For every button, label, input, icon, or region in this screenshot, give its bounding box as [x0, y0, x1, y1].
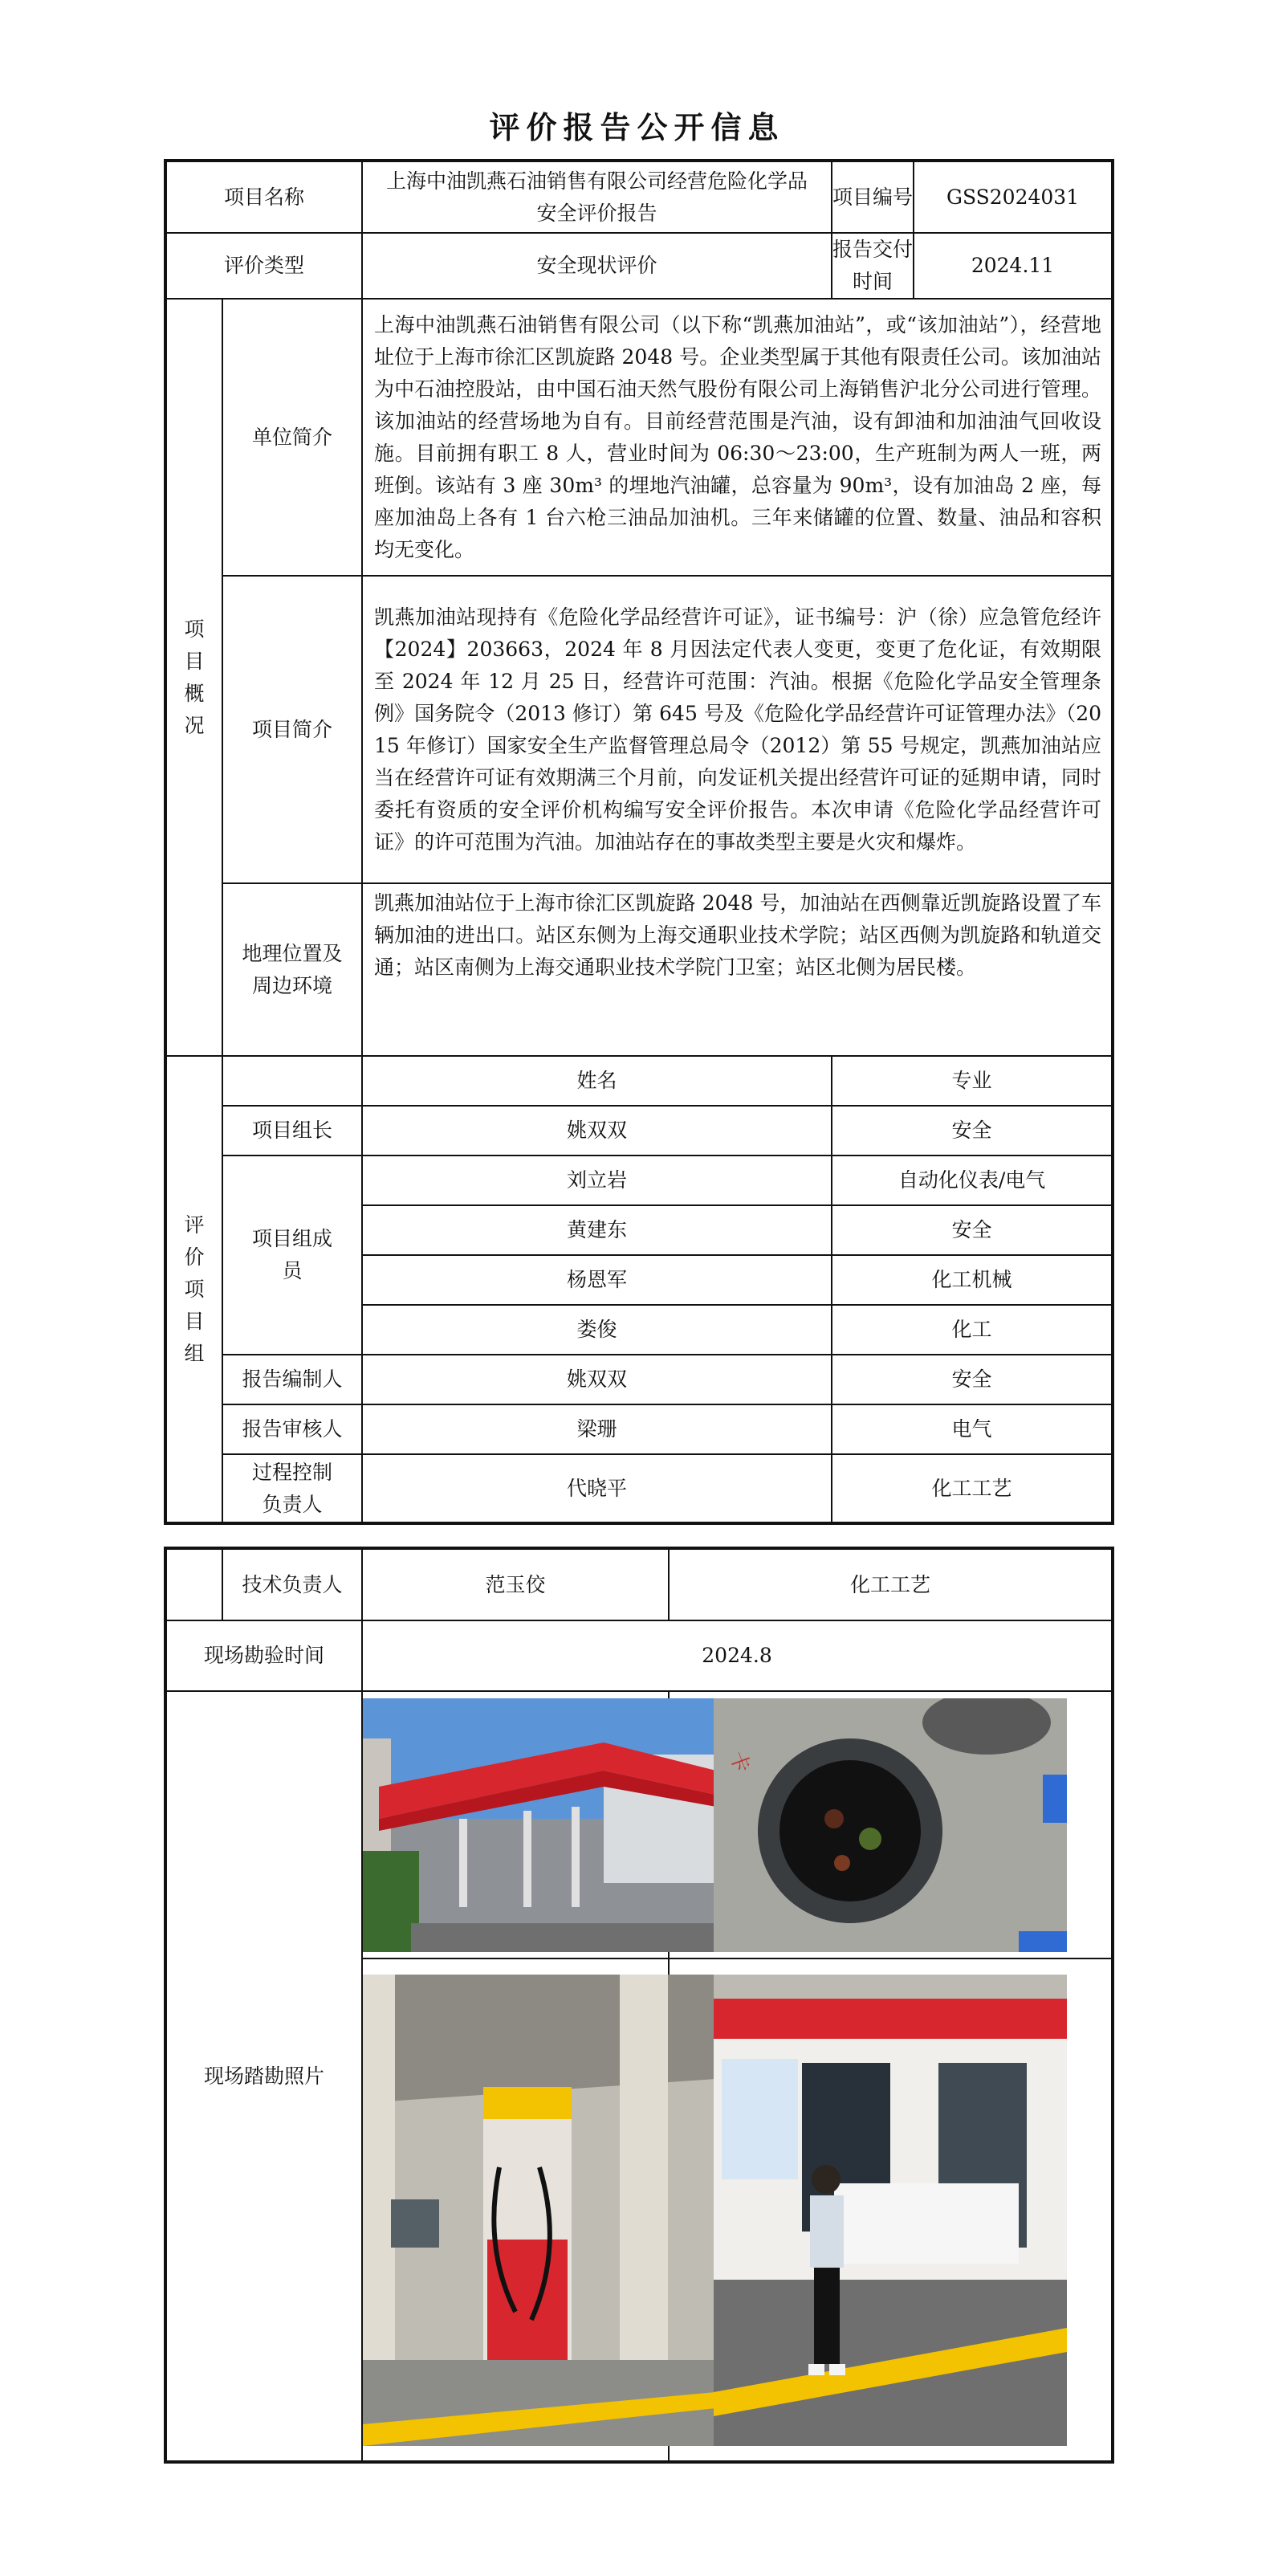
leader-major: 安全: [832, 1106, 1113, 1156]
eval-type-value: 安全现状评价: [362, 233, 832, 299]
geo-text: 凯燕加油站位于上海市徐汇区凯旋路 2048 号，加油站在西侧靠近凯旋路设置了车辆加油的进出口。站区东侧为上海交通职业技术学院；站区西侧为凯旋路和轨道交通；站区南侧为上海交通职业技术学院门卫室；站区北侧为居民楼。: [362, 883, 1113, 1056]
member-major: 安全: [832, 1205, 1113, 1255]
project-intro-text: 凯燕加油站现持有《危险化学品经营许可证》，证书编号：沪（徐）应急管危经许【2024】203663，2024 年 8 月因法定代表人变更，变更了危化证，有效期限至 2024 年 12 月 25 日，经营许可范围：汽油。根据《危险化学品安全管理条例》国务院令（2013 修订）第 645 号及《危险化学品经营许可证管理办法》（2015 年修订）国家安全生产监督管理总局令（2012）第 55 号规定，凯燕加油站应当在经营许可证有效期满三个月前，向发证机关提出经营许可证的延期申请，同时委托有资质的安全评价机构编写安全评价报告。本次申请《危险化学品经营许可证》的许可范围为汽油。加油站存在的事故类型主要是火灾和爆炸。: [362, 576, 1113, 883]
reviewer-name: 梁珊: [362, 1404, 832, 1454]
member-major: 自动化仪表/电气: [832, 1156, 1113, 1205]
geo-label: 地理位置及周边环境: [222, 883, 362, 1056]
editor-name: 姚双双: [362, 1355, 832, 1404]
tech-lead-label: 技术负责人: [222, 1548, 362, 1620]
editor-label: 报告编制人: [222, 1355, 362, 1404]
col-name-header: 姓名: [362, 1056, 832, 1106]
unit-intro-label: 单位简介: [222, 299, 362, 576]
member-major: 化工: [832, 1305, 1113, 1355]
eval-type-label: 评价类型: [165, 233, 362, 299]
project-code-label: 项目编号: [832, 161, 914, 233]
process-name: 代晓平: [362, 1454, 832, 1523]
delivery-date-value: 2024.11: [914, 233, 1113, 299]
overview-group-label: 项目概况: [184, 617, 205, 737]
leader-name: 姚双双: [362, 1106, 832, 1156]
tech-lead-major: 化工工艺: [669, 1548, 1113, 1620]
member-name: 黄建东: [362, 1205, 832, 1255]
fuel-dispenser-photo: [363, 1975, 716, 2446]
unit-intro-text: 上海中油凯燕石油销售有限公司（以下称“凯燕加油站”，或“该加油站”），经营地址位于上海市徐汇区凯旋路 2048 号。企业类型属于其他有限责任公司。该加油站为中石油控股站，由中国石油天然气股份有限公司上海销售沪北分公司进行管理。该加油站的经营场地为自有。目前经营范围是汽油，设有卸油和加油油气回收设施。目前拥有职工 8 人，营业时间为 06:30～23:00，生产班制为两人一班，两班倒。该站有 3 座 30m³ 的埋地汽油罐，总容量为 90m³，设有加油岛 2 座，每座加油岛上各有 1 台六枪三油品加油机。三年来储罐的位置、数量、油品和容积均无变化。: [362, 299, 1113, 576]
members-label: [222, 1156, 362, 1355]
process-label: [222, 1454, 362, 1523]
survey-table: [164, 1547, 1114, 2464]
reviewer-major: 电气: [832, 1404, 1113, 1454]
project-name-label: 项目名称: [165, 161, 362, 233]
editor-major: 安全: [832, 1355, 1113, 1404]
delivery-date-label: 报告交付时间: [832, 233, 914, 299]
member-name: 杨恩军: [362, 1255, 832, 1305]
info-table: [164, 159, 1114, 1525]
page-title: 评价报告公开信息: [489, 109, 785, 145]
svg-text:卡: 卡: [724, 1747, 755, 1776]
process-major: 化工工艺: [832, 1454, 1113, 1523]
inspector-on-site-photo: [714, 1975, 1067, 2446]
member-major: 化工机械: [832, 1255, 1113, 1305]
project-code-value: GSS2024031: [914, 161, 1113, 233]
member-name: 刘立岩: [362, 1156, 832, 1205]
leader-label: 项目组长: [222, 1106, 362, 1156]
tech-lead-name: 范玉佼: [362, 1548, 669, 1620]
project-name-value: 上海中油凯燕石油销售有限公司经营危险化学品安全评价报告: [362, 161, 832, 233]
survey-time-value: 2024.8: [362, 1620, 1113, 1691]
member-name: 娄俊: [362, 1305, 832, 1355]
col-major-header: 专业: [832, 1056, 1113, 1106]
site-photos-label: 现场踏勘照片: [165, 1691, 362, 2462]
members-label-text: 项目组成员: [251, 1227, 332, 1282]
gas-station-canopy-photo: [363, 1698, 716, 1952]
reviewer-label: 报告审核人: [222, 1404, 362, 1454]
survey-time-label: 现场勘验时间: [165, 1620, 362, 1691]
project-intro-label: 项目简介: [222, 576, 362, 883]
tank-manhole-photo: [714, 1698, 1067, 1952]
process-label-text: 过程控制负责人: [251, 1460, 332, 1516]
team-group-label: 评价项目组: [184, 1213, 205, 1365]
